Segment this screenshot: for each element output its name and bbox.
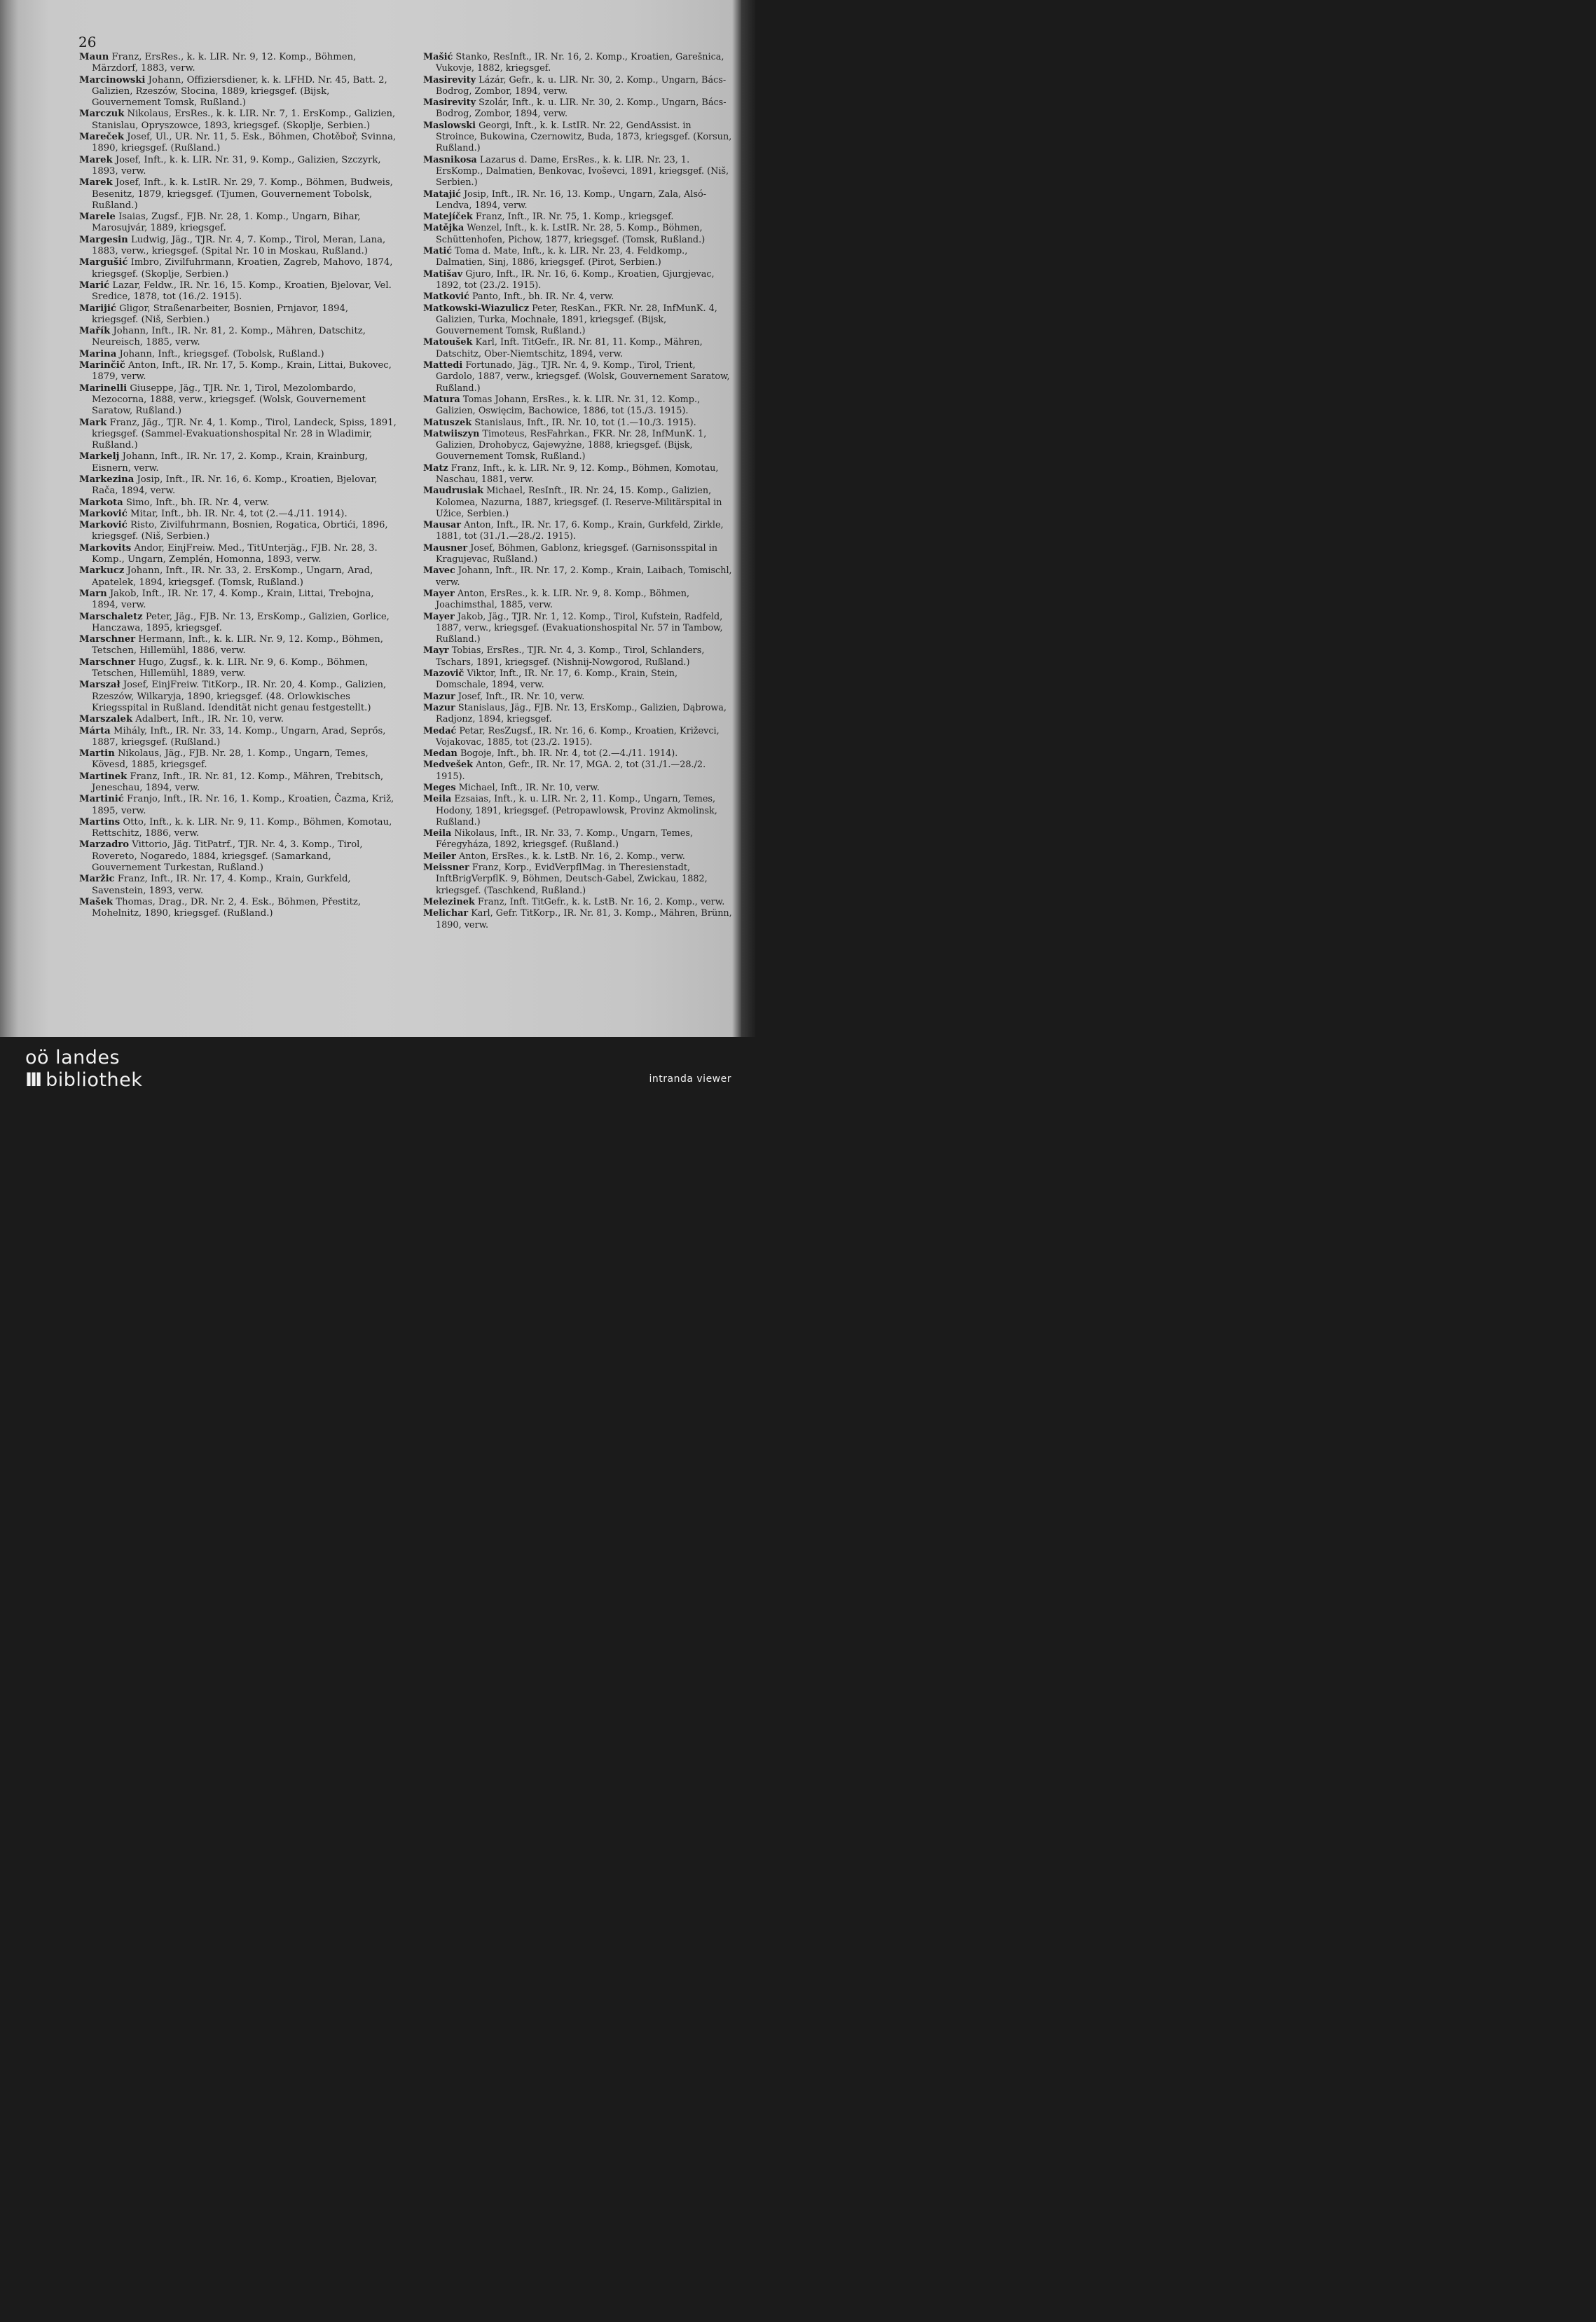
page-number: 26: [78, 34, 97, 50]
entry-details: Timoteus, ResFahrkan., FKR. Nr. 28, InfMunK. 1, Galizien, Drohobycz, Gajewyżne, 1888, kriegsgef. (Bijsk, Gouvernement Tomsk, Rußland.): [436, 428, 707, 462]
entry-surname: Matějka: [423, 223, 465, 234]
register-entry: [423, 863, 733, 897]
register-entry: [423, 589, 733, 612]
entry-details: Franz, Inft., k. k. LIR. Nr. 9, 12. Komp., Böhmen, Komotau, Naschau, 1881, verw.: [436, 462, 719, 485]
entry-details: Toma d. Mate, Inft., k. k. LIR. Nr. 23, 4. Feldkomp., Dalmatien, Sinj, 1886, kriegsgef. (Pirot, Serbien.): [436, 246, 688, 268]
entry-surname: Marinčič: [79, 360, 125, 371]
register-entry: [79, 543, 397, 566]
entry-details: Hermann, Inft., k. k. LIR. Nr. 9, 12. Komp., Böhmen, Tetschen, Hillemühl, 1886, verw.: [92, 634, 383, 657]
entry-details: Josef, Böhmen, Gablonz, kriegsgef. (Garnisonsspital in Kragujevac, Rußland.): [436, 542, 717, 565]
entry-surname: Mařík: [79, 326, 111, 337]
entry-details: Stanislaus, Inft., IR. Nr. 10, tot (1.—10./3. 1915).: [474, 417, 696, 428]
register-entry: [79, 177, 397, 212]
entry-details: Johann, Offiziersdiener, k. k. LFHD. Nr. 45, Batt. 2, Galizien, Rzeszów, Słocina, 1889, kriegsgef. (Bijsk, Gouvernement Tomsk, Rußland.): [92, 74, 387, 109]
entry-surname: Margesin: [79, 234, 128, 245]
entry-surname: Martins: [79, 816, 121, 827]
register-entry: [79, 474, 397, 497]
register-entry: [423, 223, 733, 246]
entry-details: Josef, EinjFreiw. TitKorp., IR. Nr. 20, 4. Komp., Galizien, Rzeszów, Wilkaryja, 1890, kriegsgef. (48. Orlowkisches Kriegsspital in Rußland. Idendität nicht genau festgestellt.): [92, 680, 387, 713]
register-entry: [79, 349, 397, 360]
entry-surname: Mašek: [79, 896, 113, 907]
register-entry: [79, 680, 397, 714]
register-entry: [423, 612, 733, 646]
register-entry: [423, 75, 733, 98]
register-entry: [423, 418, 733, 429]
entry-surname: Markezina: [79, 474, 135, 485]
entry-details: Jakob, Jäg., TJR. Nr. 1, 12. Komp., Tirol, Kufstein, Radfeld, 1887, verw., kriegsgef. (Evakuationshospital Nr. 57 in Tambow, Rußland.): [436, 611, 723, 645]
register-entry: [79, 235, 397, 258]
entry-details: Karl, Inft. TitGefr., IR. Nr. 81, 11. Komp., Mähren, Datschitz, Ober-Niemtschitz, 1894, verw.: [436, 337, 703, 359]
entry-surname: Maun: [79, 52, 109, 62]
entry-surname: Marele: [79, 212, 116, 223]
entry-surname: Márta: [79, 725, 111, 736]
entry-surname: Maudrusiak: [423, 486, 483, 497]
register-entry: [423, 760, 733, 783]
register-entry: [423, 851, 733, 863]
register-entry: [79, 383, 397, 418]
register-entry: [423, 520, 733, 543]
entry-details: Andor, EinjFreiw. Med., TitUnterjäg., FJB. Nr. 28, 3. Komp., Ungarn, Zemplén, Homonna, 1893, verw.: [92, 542, 378, 565]
register-entry: [79, 589, 397, 612]
entry-surname: Matz: [423, 462, 448, 474]
entry-details: Tomas Johann, ErsRes., k. k. LIR. Nr. 31, 12. Komp., Galizien, Oswięcim, Bachowice, 1886, tot (15./3. 1915).: [436, 394, 701, 417]
register-entry: [79, 497, 397, 509]
register-entry: [423, 748, 733, 760]
entry-details: Nikolaus, ErsRes., k. k. LIR. Nr. 7, 1. ErsKomp., Galizien, Stanislau, Opryszowce, 1893, kriegsgef. (Skoplje, Serbien.): [92, 109, 396, 131]
entry-surname: Meila: [423, 828, 452, 839]
entry-surname: Mayer: [423, 611, 455, 622]
entry-details: Josef, Inft., k. k. LIR. Nr. 31, 9. Komp., Galizien, Szczyrk, 1893, verw.: [92, 154, 381, 177]
entry-details: Petar, ResZugsf., IR. Nr. 16, 6. Komp., Kroatien, Križevci, Vojakovac, 1885, tot (23./2. 1915).: [436, 725, 720, 748]
logo-bars-icon: III: [25, 1069, 41, 1091]
entry-surname: Mašić: [423, 52, 453, 62]
entry-surname: Melezinek: [423, 896, 475, 907]
entry-details: Thomas, Drag., DR. Nr. 2, 4. Esk., Böhmen, Přestitz, Mohelnitz, 1890, kriegsgef. (Rußland.): [92, 896, 362, 919]
entry-details: Nikolaus, Jäg., FJB. Nr. 28, 1. Komp., Ungarn, Temes, Kövesd, 1885, kriegsgef.: [92, 748, 369, 771]
entry-details: Gligor, Straßenarbeiter, Bosnien, Prnjavor, 1894, kriegsgef. (Niš, Serbien.): [92, 303, 349, 325]
entry-details: Johann, Inft., IR. Nr. 17, 2. Komp., Krain, Laibach, Tomischl, verw.: [436, 565, 732, 588]
entry-surname: Masirevity: [423, 74, 476, 85]
register-entry: [423, 726, 733, 749]
viewer-footer: [0, 1037, 755, 1099]
entry-details: Michael, ResInft., IR. Nr. 24, 15. Komp., Galizien, Kolomea, Nazurna, 1887, kriegsgef. (I. Reserve-Militärspital in Užice, Serbien.): [436, 486, 722, 519]
register-entry: [79, 280, 397, 303]
left-column: [79, 52, 397, 920]
register-entry: [79, 520, 397, 543]
entry-surname: Mazovič: [423, 668, 465, 680]
register-entry: [79, 155, 397, 178]
entry-details: Josip, Inft., IR. Nr. 16, 13. Komp., Ungarn, Zala, Alsó-Lendva, 1894, verw.: [436, 188, 707, 211]
entry-surname: Medvešek: [423, 760, 474, 771]
register-entry: [423, 155, 733, 189]
right-column: [423, 52, 733, 931]
entry-surname: Meissner: [423, 863, 469, 874]
entry-surname: Marcinowski: [79, 74, 146, 85]
entry-details: Adalbert, Inft., IR. Nr. 10, verw.: [135, 714, 284, 725]
entry-surname: Marn: [79, 588, 107, 599]
register-entry: [423, 463, 733, 486]
register-entry: [423, 565, 733, 589]
entry-surname: Marijić: [79, 303, 116, 314]
register-entry: [79, 257, 397, 280]
register-entry: [79, 418, 397, 452]
register-entry: [79, 634, 397, 657]
entry-details: Fortunado, Jäg., TJR. Nr. 4, 9. Komp., Tirol, Trient, Gardolo, 1887, verw., kriegsgef. (Wolsk, Gouvernement Saratow, Rußland.): [436, 360, 730, 394]
entry-details: Johann, Inft., IR. Nr. 81, 2. Komp., Mähren, Datschitz, Neureisch, 1885, verw.: [92, 326, 366, 348]
register-entry: [79, 451, 397, 474]
entry-surname: Marschner: [79, 657, 136, 668]
logo-wordmark: bibliothek: [46, 1069, 143, 1091]
register-entry: [79, 360, 397, 383]
entry-details: Johann, Inft., kriegsgef. (Tobolsk, Rußland.): [119, 348, 324, 359]
entry-surname: Margušić: [79, 257, 128, 268]
entry-details: Lazarus d. Dame, ErsRes., k. k. LIR. Nr. 23, 1. ErsKomp., Dalmatien, Benkovac, Ivoševci, 1891, kriegsgef. (Niš, Serbien.): [436, 154, 729, 188]
register-entry: [423, 394, 733, 418]
entry-details: Peter, Jäg., FJB. Nr. 13, ErsKomp., Galizien, Gorlice, Hanczawa, 1895, kriegsgef.: [92, 611, 390, 633]
entry-details: Giuseppe, Jäg., TJR. Nr. 1, Tirol, Mezolombardo, Mezocorna, 1888, verw., kriegsgef. (Wolsk, Gouvernement Saratow, Rußland.): [92, 383, 366, 417]
entry-surname: Medać: [423, 725, 457, 736]
entry-surname: Marzadro: [79, 839, 130, 851]
entry-details: Ludwig, Jäg., TJR. Nr. 4, 7. Komp., Tirol, Meran, Lana, 1883, verw., kriegsgef. (Spital Nr. 10 in Moskau, Rußland.): [92, 234, 386, 257]
entry-surname: Masnikosa: [423, 154, 477, 165]
entry-surname: Masirevity: [423, 97, 476, 109]
entry-surname: Marszał: [79, 680, 121, 691]
entry-details: Simo, Inft., bh. IR. Nr. 4, verw.: [125, 497, 270, 508]
entry-details: Mihály, Inft., IR. Nr. 33, 14. Komp., Ungarn, Arad, Seprős, 1887, kriegsgef. (Rußland.): [92, 725, 386, 748]
entry-details: Michael, Inft., IR. Nr. 10, verw.: [458, 783, 600, 793]
entry-surname: Marszalek: [79, 714, 133, 725]
register-entry: [423, 692, 733, 703]
entry-surname: Matejíček: [423, 212, 473, 223]
entry-details: Imbro, Zivilfuhrmann, Kroatien, Zagreb, Mahovo, 1874, kriegsgef. (Skoplje, Serbien.): [92, 257, 393, 280]
entry-surname: Marek: [79, 154, 113, 165]
register-entry: [79, 565, 397, 589]
entry-details: Anton, Inft., IR. Nr. 17, 6. Komp., Krain, Gurkfeld, Zirkle, 1881, tot (31./1.—28./2. 1915).: [436, 520, 724, 542]
entry-surname: Matwiiszyn: [423, 428, 480, 439]
library-logo-line1: oö landes: [25, 1047, 121, 1069]
entry-details: Anton, Gefr., IR. Nr. 17, MGA. 2, tot (31./1.—28./2. 1915).: [436, 760, 706, 782]
entry-surname: Martinek: [79, 771, 128, 782]
entry-surname: Maslowski: [423, 120, 476, 131]
register-entry: [423, 429, 733, 463]
entry-details: Jakob, Inft., IR. Nr. 17, 4. Komp., Krain, Littai, Trebojna, 1894, verw.: [92, 588, 374, 611]
entry-details: Johann, Inft., IR. Nr. 33, 2. ErsKomp., Ungarn, Arad, Apatelek, 1894, kriegsgef. (Tomsk, Rußland.): [92, 565, 373, 588]
entry-surname: Martinić: [79, 794, 124, 805]
entry-surname: Mattedi: [423, 360, 463, 371]
register-entry: [79, 748, 397, 771]
entry-surname: Matajić: [423, 188, 461, 200]
entry-surname: Mausner: [423, 542, 468, 554]
register-entry: [423, 486, 733, 520]
entry-details: Franjo, Inft., IR. Nr. 16, 1. Komp., Kroatien, Čazma, Križ, 1895, verw.: [92, 794, 394, 816]
register-entry: [79, 212, 397, 235]
entry-details: Nikolaus, Inft., IR. Nr. 33, 7. Komp., Ungarn, Temes, Féregyháza, 1892, kriegsgef. (Rußland.): [436, 828, 694, 851]
entry-details: Mitar, Inft., bh. IR. Nr. 4, tot (2.—4./11. 1914).: [130, 508, 348, 519]
entry-surname: Mavec: [423, 565, 455, 577]
register-entry: [423, 783, 733, 794]
entry-details: Vittorio, Jäg. TitPatrf., TJR. Nr. 4, 3. Komp., Tirol, Rovereto, Nogaredo, 1884, kriegsgef. (Samarkand, Gouvernement Turkestan, Rußland.): [92, 839, 363, 874]
entry-surname: Mausar: [423, 520, 461, 531]
entry-surname: Mazur: [423, 702, 455, 713]
entry-details: Peter, ResKan., FKR. Nr. 28, InfMunK. 4, Galizien, Turka, Mochnałe, 1891, kriegsgef. (Bijsk, Gouvernement Tomsk, Rußland.): [436, 303, 717, 337]
entry-details: Szolár, Inft., k. u. LIR. Nr. 30, 2. Komp., Ungarn, Bács-Bodrog, Zombor, 1894, verw.: [436, 97, 727, 120]
entry-details: Karl, Gefr. TitKorp., IR. Nr. 81, 3. Komp., Mähren, Brünn, 1890, verw.: [436, 908, 732, 930]
entry-details: Lázár, Gefr., k. u. LIR. Nr. 30, 2. Komp., Ungarn, Bács-Bodrog, Zombor, 1894, verw.: [436, 74, 727, 97]
entry-surname: Marković: [79, 508, 128, 519]
next-page-edge: [741, 0, 755, 1037]
entry-details: Josef, Inft., IR. Nr. 10, verw.: [458, 691, 585, 702]
entry-surname: Meiler: [423, 851, 456, 862]
entry-surname: Marek: [79, 177, 113, 188]
entry-details: Stanko, ResInft., IR. Nr. 16, 2. Komp., Kroatien, Garešnica, Vukovje, 1882, kriegsgef.: [436, 52, 724, 74]
register-entry: [423, 337, 733, 360]
entry-surname: Matkowski-Wiazulicz: [423, 303, 529, 314]
entry-surname: Martin: [79, 748, 115, 760]
register-entry: [423, 246, 733, 269]
entry-surname: Medan: [423, 748, 458, 760]
entry-details: Georgi, Inft., k. k. LstIR. Nr. 22, GendAssist. in Stroince, Bukowina, Czernowitz, Buda, 1873, kriegsgef. (Korsun, Rußland.): [436, 120, 732, 154]
entry-details: Josef, Inft., k. k. LstIR. Nr. 29, 7. Komp., Böhmen, Budweis, Besenitz, 1879, kriegsgef. (Tjumen, Gouvernement Tobolsk, Rußland.): [92, 177, 393, 211]
entry-surname: Markovits: [79, 542, 132, 554]
register-entry: [423, 908, 733, 931]
register-entry: [79, 726, 397, 749]
entry-details: Franz, ErsRes., k. k. LIR. Nr. 9, 12. Komp., Böhmen, Märzdorf, 1883, verw.: [92, 52, 357, 74]
register-entry: [79, 897, 397, 920]
register-entry: [423, 360, 733, 394]
entry-surname: Meges: [423, 783, 456, 793]
register-entry: [79, 52, 397, 75]
register-entry: [79, 612, 397, 635]
register-entry: [79, 109, 397, 132]
scanned-page: [0, 0, 755, 1037]
register-entry: [79, 509, 397, 520]
entry-details: Viktor, Inft., IR. Nr. 17, 6. Komp., Krain, Stein, Domschale, 1894, verw.: [436, 668, 678, 691]
entry-details: Josip, Inft., IR. Nr. 16, 6. Komp., Kroatien, Bjelovar, Rača, 1894, verw.: [92, 474, 378, 497]
entry-surname: Mark: [79, 417, 107, 428]
register-entry: [79, 75, 397, 109]
register-entry: [423, 645, 733, 668]
entry-details: Josef, Ul., UR. Nr. 11, 5. Esk., Böhmen, Chotěboř, Svinna, 1890, kriegsgef. (Rußland.): [92, 132, 397, 154]
register-entry: [423, 703, 733, 726]
register-entry: [423, 543, 733, 566]
register-entry: [423, 269, 733, 292]
entry-surname: Melichar: [423, 908, 469, 919]
entry-surname: Marinelli: [79, 383, 128, 394]
entry-details: Hugo, Zugsf., k. k. LIR. Nr. 9, 6. Komp., Böhmen, Tetschen, Hillemühl, 1889, verw.: [92, 657, 369, 680]
entry-surname: Mayer: [423, 588, 455, 599]
entry-details: Franz, Inft. TitGefr., k. k. LstB. Nr. 16, 2. Komp., verw.: [477, 896, 725, 907]
register-entry: [423, 52, 733, 75]
register-entry: [423, 897, 733, 908]
entry-details: Franz, Jäg., TJR. Nr. 4, 1. Komp., Tirol, Landeck, Spiss, 1891, kriegsgef. (Sammel-Evakuationshospital Nr. 28 in Wladimir, Rußland.): [92, 417, 397, 451]
register-entry: [423, 189, 733, 212]
register-entry: [423, 212, 733, 223]
library-logo-line2: [25, 1069, 142, 1091]
entry-surname: Matković: [423, 291, 469, 303]
entry-surname: Matura: [423, 394, 460, 405]
entry-details: Franz, Inft., IR. Nr. 81, 12. Komp., Mähren, Trebitsch, Jeneschau, 1894, verw.: [92, 771, 384, 793]
entry-details: Anton, ErsRes., k. k. LstB. Nr. 16, 2. Komp., verw.: [459, 851, 685, 862]
register-entry: [423, 121, 733, 155]
register-entry: [79, 657, 397, 680]
entry-details: Wenzel, Inft., k. k. LstIR. Nr. 28, 5. Komp., Böhmen, Schüttenhofen, Pichow, 1877, kriegsgef. (Tomsk, Rußland.): [436, 223, 706, 245]
entry-details: Johann, Inft., IR. Nr. 17, 2. Komp., Krain, Krainburg, Eisnern, verw.: [92, 451, 368, 474]
entry-surname: Marschner: [79, 634, 136, 645]
entry-details: Anton, Inft., IR. Nr. 17, 5. Komp., Krain, Littai, Bukovec, 1879, verw.: [92, 360, 392, 383]
register-entry: [79, 771, 397, 795]
entry-details: Panto, Inft., bh. IR. Nr. 4, verw.: [472, 291, 614, 303]
entry-details: Tobias, ErsRes., TJR. Nr. 4, 3. Komp., Tirol, Schlanders, Tschars, 1891, kriegsgef. (Nishnij-Nowgorod, Rußland.): [436, 645, 705, 668]
register-entry: [423, 828, 733, 851]
entry-surname: Markelj: [79, 451, 120, 462]
entry-surname: Mareček: [79, 132, 125, 143]
entry-surname: Marschaletz: [79, 611, 143, 622]
viewer-label[interactable]: intranda viewer: [649, 1073, 731, 1085]
entry-surname: Mayr: [423, 645, 449, 657]
register-entry: [423, 291, 733, 303]
entry-surname: Matuszek: [423, 417, 472, 428]
register-entry: [79, 132, 397, 155]
register-entry: [79, 874, 397, 897]
register-entry: [79, 326, 397, 349]
entry-details: Otto, Inft., k. k. LIR. Nr. 9, 11. Komp., Böhmen, Komotau, Rettschitz, 1886, verw.: [92, 816, 392, 839]
entry-details: Franz, Korp., EvidVerpflMag. in Theresienstadt, InftBrigVerpflK. 9, Böhmen, Deutsch-Gabel, Zwickau, 1882, kriegsgef. (Taschkend, Rußland.): [436, 863, 708, 896]
entry-surname: Mazur: [423, 691, 455, 702]
entry-details: Franz, Inft., IR. Nr. 17, 4. Komp., Krain, Gurkfeld, Savenstein, 1893, verw.: [92, 874, 351, 896]
register-entry: [423, 794, 733, 828]
entry-surname: Markota: [79, 497, 123, 508]
entry-surname: Matoušek: [423, 337, 473, 348]
register-entry: [423, 668, 733, 692]
entry-surname: Matišav: [423, 268, 463, 280]
entry-details: Risto, Zivilfuhrmann, Bosnien, Rogatica, Obrtići, 1896, kriegsgef. (Niš, Serbien.): [92, 520, 388, 542]
entry-details: Stanislaus, Jäg., FJB. Nr. 13, ErsKomp., Galizien, Dąbrowa, Radjonz, 1894, kriegsgef.: [436, 702, 727, 725]
entry-surname: Marković: [79, 520, 128, 531]
register-entry: [79, 839, 397, 874]
entry-surname: Markucz: [79, 565, 125, 577]
entry-details: Gjuro, Inft., IR. Nr. 16, 6. Komp., Kroatien, Gjurgjevac, 1892, tot (23./2. 1915).: [436, 268, 715, 291]
entry-surname: Matić: [423, 246, 453, 257]
entry-surname: Marina: [79, 348, 117, 359]
register-entry: [79, 303, 397, 327]
register-entry: [423, 97, 733, 121]
entry-details: Lazar, Feldw., IR. Nr. 16, 15. Komp., Kroatien, Bjelovar, Vel. Sredice, 1878, tot (16./2. 1915).: [92, 280, 392, 303]
entry-details: Ezsaias, Inft., k. u. LIR. Nr. 2, 11. Komp., Ungarn, Temes, Hodony, 1891, kriegsgef. (Petropawlowsk, Provinz Akmolinsk, Rußland.): [436, 794, 717, 827]
register-entry: [79, 817, 397, 840]
entry-details: Bogoje, Inft., bh. IR. Nr. 4, tot (2.—4./11. 1914).: [460, 748, 678, 760]
entry-surname: Maržic: [79, 874, 115, 885]
entry-surname: Meila: [423, 794, 452, 805]
register-entry: [423, 303, 733, 338]
entry-details: Anton, ErsRes., k. k. LIR. Nr. 9, 8. Komp., Böhmen, Joachimsthal, 1885, verw.: [436, 588, 690, 611]
entry-surname: Marić: [79, 280, 110, 291]
register-entry: [79, 794, 397, 817]
entry-details: Franz, Inft., IR. Nr. 75, 1. Komp., kriegsgef.: [475, 212, 674, 223]
entry-surname: Marczuk: [79, 109, 125, 120]
entry-details: Isaias, Zugsf., FJB. Nr. 28, 1. Komp., Ungarn, Bihar, Marosujvár, 1889, kriegsgef.: [92, 212, 361, 234]
register-entry: [79, 714, 397, 725]
